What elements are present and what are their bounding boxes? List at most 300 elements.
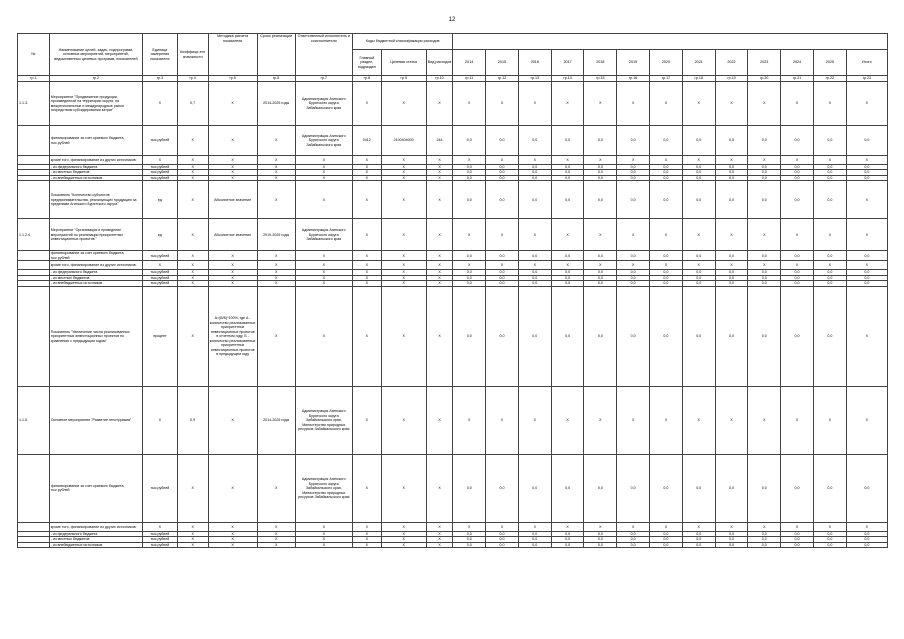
column-number: гр.1 bbox=[18, 76, 50, 82]
cell-year-value: 0,0 bbox=[650, 170, 683, 175]
column-number: гр.15 bbox=[584, 76, 617, 82]
cell-total: Х bbox=[846, 522, 887, 531]
cell-total: 0,0 bbox=[846, 454, 887, 522]
cell-name: - из внебюджетных источников bbox=[49, 281, 142, 286]
cell-method: Абсолютное значение bbox=[208, 181, 257, 219]
cell-c10: Х bbox=[426, 286, 453, 386]
cell-year-value: 0,0 bbox=[813, 181, 846, 219]
cell-resp: Х bbox=[295, 281, 352, 286]
cell-year-value: 0,0 bbox=[748, 181, 781, 219]
cell-year-value: 0,0 bbox=[813, 542, 846, 547]
cell-c8: Х bbox=[352, 219, 381, 251]
cell-terms: Х bbox=[257, 531, 295, 536]
cell-year-value: Х bbox=[486, 386, 519, 454]
cell-total: 0,0 bbox=[846, 281, 887, 286]
cell-c8: Х bbox=[352, 175, 381, 180]
cell-year-value: 0,0 bbox=[518, 281, 551, 286]
cell-year-value: 0,0 bbox=[715, 126, 748, 156]
header-year: 2015 bbox=[486, 50, 519, 76]
cell-resp: Администрация Агинского Бурятского округа Забайкальского края bbox=[295, 126, 352, 156]
cell-year-value: 0,0 bbox=[781, 181, 814, 219]
cell-c9: Х bbox=[381, 454, 426, 522]
cell-terms: Х bbox=[257, 181, 295, 219]
header-year: 2019 bbox=[617, 50, 650, 76]
cell-year-value: Х bbox=[813, 82, 846, 126]
cell-resp: Х bbox=[295, 165, 352, 170]
column-number: гр.5 bbox=[208, 76, 257, 82]
cell-terms: Х bbox=[257, 537, 295, 542]
cell-c10: Х bbox=[426, 261, 453, 270]
cell-year-value: Х bbox=[748, 261, 781, 270]
header-coef: Коэффици-ент значимости bbox=[177, 34, 208, 76]
cell-year-value: 0,0 bbox=[715, 275, 748, 280]
cell-unit: тыс.рублей bbox=[142, 454, 177, 522]
header-year: 2021 bbox=[682, 50, 715, 76]
cell-total: 0,0 bbox=[846, 275, 887, 280]
cell-total: Х bbox=[846, 286, 887, 386]
header-name: Наименование целей, задач, подпрограмм, основных мероприятий, мероприятий, ведомственных целевых программ, показателей bbox=[49, 34, 142, 76]
cell-year-value: 0,0 bbox=[584, 281, 617, 286]
cell-c8: Х bbox=[352, 251, 381, 261]
cell-coef: Х bbox=[177, 251, 208, 261]
cell-resp: Х bbox=[295, 286, 352, 386]
cell-c8: Х bbox=[352, 275, 381, 280]
cell-year-value: Х bbox=[650, 386, 683, 454]
cell-num bbox=[18, 522, 50, 531]
cell-year-value: 0,0 bbox=[682, 251, 715, 261]
cell-year-value: Х bbox=[748, 219, 781, 251]
header-year: 2018 bbox=[584, 50, 617, 76]
cell-c9: Х bbox=[381, 270, 426, 275]
table-row bbox=[18, 386, 888, 454]
cell-c10: Х bbox=[426, 170, 453, 175]
cell-year-value: 0,0 bbox=[518, 286, 551, 386]
cell-year-value: 0,0 bbox=[453, 165, 486, 170]
cell-year-value: 0,0 bbox=[518, 181, 551, 219]
cell-year-value: 0,0 bbox=[486, 251, 519, 261]
cell-year-value: 0,0 bbox=[781, 286, 814, 386]
cell-c8: Х bbox=[352, 156, 381, 165]
cell-year-value: 0,0 bbox=[813, 170, 846, 175]
column-number: гр.11 bbox=[453, 76, 486, 82]
column-number: гр.14 bbox=[551, 76, 584, 82]
cell-year-value: 0,0 bbox=[551, 181, 584, 219]
cell-year-value: 0,0 bbox=[453, 537, 486, 542]
cell-year-value: Х bbox=[715, 219, 748, 251]
header-year: 2023 bbox=[748, 50, 781, 76]
cell-year-value: 0,0 bbox=[715, 454, 748, 522]
cell-year-value: Х bbox=[551, 219, 584, 251]
cell-coef: Х bbox=[177, 454, 208, 522]
column-number: гр.21 bbox=[781, 76, 814, 82]
cell-resp: Х bbox=[295, 542, 352, 547]
cell-year-value: Х bbox=[486, 82, 519, 126]
cell-year-value: 0,0 bbox=[682, 175, 715, 180]
cell-coef: Х bbox=[177, 270, 208, 275]
column-number: гр.13 bbox=[518, 76, 551, 82]
cell-year-value: 0,0 bbox=[781, 251, 814, 261]
header-total: Итого bbox=[846, 50, 887, 76]
cell-year-value: 0,0 bbox=[453, 181, 486, 219]
cell-year-value: Х bbox=[584, 219, 617, 251]
cell-coef: Х bbox=[177, 219, 208, 251]
cell-name: - из федерального бюджета bbox=[49, 531, 142, 536]
cell-unit: тыс.рублей bbox=[142, 270, 177, 275]
cell-coef: Х bbox=[177, 175, 208, 180]
header-budget-codes: Коды бюджетной классификации расходов bbox=[352, 34, 452, 50]
cell-unit: процент bbox=[142, 286, 177, 386]
cell-year-value: 0,0 bbox=[781, 454, 814, 522]
cell-total: 0,0 bbox=[846, 175, 887, 180]
cell-year-value: 0,0 bbox=[551, 126, 584, 156]
cell-num bbox=[18, 286, 50, 386]
cell-year-value: Х bbox=[453, 82, 486, 126]
cell-terms: Х bbox=[257, 275, 295, 280]
cell-method: Х bbox=[208, 531, 257, 536]
cell-year-value: Х bbox=[715, 82, 748, 126]
cell-year-value: 0,0 bbox=[617, 181, 650, 219]
cell-year-value: 0,0 bbox=[781, 531, 814, 536]
cell-method: Х bbox=[208, 165, 257, 170]
cell-terms: Х bbox=[257, 542, 295, 547]
cell-year-value: 0,0 bbox=[781, 542, 814, 547]
cell-year-value: Х bbox=[518, 219, 551, 251]
cell-unit: Х bbox=[142, 386, 177, 454]
cell-year-value: 0,0 bbox=[551, 251, 584, 261]
cell-method: Х bbox=[208, 261, 257, 270]
cell-year-value: 0,0 bbox=[518, 126, 551, 156]
cell-unit: Х bbox=[142, 82, 177, 126]
column-number: гр.9 bbox=[381, 76, 426, 82]
cell-year-value: Х bbox=[781, 261, 814, 270]
cell-year-value: 0,0 bbox=[748, 170, 781, 175]
cell-year-value: 0,0 bbox=[453, 170, 486, 175]
cell-year-value: 0,0 bbox=[650, 542, 683, 547]
cell-c8: Х bbox=[352, 270, 381, 275]
cell-coef: Х bbox=[177, 126, 208, 156]
cell-unit: ед bbox=[142, 181, 177, 219]
column-number: гр.12 bbox=[486, 76, 519, 82]
cell-num: 1.1.5. bbox=[18, 386, 50, 454]
page-number: 12 bbox=[448, 17, 456, 23]
cell-total: 0,0 bbox=[846, 165, 887, 170]
cell-year-value: 0,0 bbox=[453, 286, 486, 386]
cell-year-value: 0,0 bbox=[748, 251, 781, 261]
cell-unit: тыс.рублей bbox=[142, 175, 177, 180]
cell-year-value: 0,0 bbox=[551, 275, 584, 280]
cell-unit: тыс.рублей bbox=[142, 251, 177, 261]
cell-year-value: 0,0 bbox=[781, 126, 814, 156]
cell-c9: Х bbox=[381, 261, 426, 270]
cell-coef: Х bbox=[177, 281, 208, 286]
column-number: гр.20 bbox=[748, 76, 781, 82]
cell-year-value: Х bbox=[650, 82, 683, 126]
cell-year-value: Х bbox=[682, 156, 715, 165]
cell-num bbox=[18, 126, 50, 156]
cell-year-value: 0,0 bbox=[715, 165, 748, 170]
cell-year-value: 0,0 bbox=[486, 126, 519, 156]
cell-year-value: Х bbox=[584, 386, 617, 454]
cell-num bbox=[18, 261, 50, 270]
cell-year-value: Х bbox=[584, 522, 617, 531]
header-terms: Сроки реализации bbox=[257, 34, 295, 76]
cell-year-value: Х bbox=[486, 156, 519, 165]
cell-year-value: Х bbox=[518, 522, 551, 531]
cell-c9: Х bbox=[381, 156, 426, 165]
cell-year-value: Х bbox=[813, 156, 846, 165]
cell-year-value: 0,0 bbox=[813, 286, 846, 386]
cell-coef: 0,9 bbox=[177, 386, 208, 454]
cell-year-value: 0,0 bbox=[551, 281, 584, 286]
cell-coef: Х bbox=[177, 531, 208, 536]
column-number: гр.7 bbox=[295, 76, 352, 82]
cell-year-value: 0,0 bbox=[781, 275, 814, 280]
column-number: гр.2 bbox=[49, 76, 142, 82]
cell-c9: Х bbox=[381, 281, 426, 286]
cell-year-value: 0,0 bbox=[551, 175, 584, 180]
cell-coef: Х bbox=[177, 165, 208, 170]
table-row bbox=[18, 251, 888, 261]
cell-resp: Администрация Агинского Бурятского округа Забайкальского края, Министерство природных ресурсов Забайкальского края bbox=[295, 386, 352, 454]
cell-name: Основное мероприятие "Развитие этнотуризма" bbox=[49, 386, 142, 454]
cell-method: Х bbox=[208, 170, 257, 175]
cell-year-value: 0,0 bbox=[650, 281, 683, 286]
cell-year-value: Х bbox=[617, 261, 650, 270]
table-row bbox=[18, 181, 888, 219]
cell-year-value: Х bbox=[486, 219, 519, 251]
cell-year-value: 0,0 bbox=[813, 275, 846, 280]
cell-year-value: 0,0 bbox=[682, 286, 715, 386]
cell-terms: Х bbox=[257, 170, 295, 175]
cell-method: Х bbox=[208, 281, 257, 286]
cell-c10: Х bbox=[426, 175, 453, 180]
cell-c8: Х bbox=[352, 261, 381, 270]
cell-c10: Х bbox=[426, 522, 453, 531]
cell-year-value: 0,0 bbox=[551, 542, 584, 547]
column-number: гр.17 bbox=[650, 76, 683, 82]
cell-year-value: Х bbox=[518, 156, 551, 165]
cell-year-value: 0,0 bbox=[748, 286, 781, 386]
cell-year-value: Х bbox=[551, 82, 584, 126]
cell-year-value: Х bbox=[617, 219, 650, 251]
cell-resp: Х bbox=[295, 522, 352, 531]
header-method: Методика расчета показателя bbox=[208, 34, 257, 76]
cell-name: кроме того, финансирование из других источников: bbox=[49, 522, 142, 531]
cell-c8: Х bbox=[352, 181, 381, 219]
cell-c9: Х bbox=[381, 219, 426, 251]
cell-num bbox=[18, 454, 50, 522]
header-year: 2016 bbox=[518, 50, 551, 76]
cell-year-value: 0,0 bbox=[518, 170, 551, 175]
header-unit: Единица измерения показателя bbox=[142, 34, 177, 76]
cell-year-value: 0,0 bbox=[486, 175, 519, 180]
cell-num bbox=[18, 542, 50, 547]
cell-year-value: 0,0 bbox=[617, 542, 650, 547]
cell-year-value: 0,0 bbox=[813, 270, 846, 275]
cell-c10: Х bbox=[426, 181, 453, 219]
cell-year-value: 0,0 bbox=[748, 126, 781, 156]
cell-c10: Х bbox=[426, 537, 453, 542]
cell-year-value: 0,0 bbox=[617, 165, 650, 170]
cell-terms: 2019-2025 годы bbox=[257, 219, 295, 251]
cell-total: 0,0 bbox=[846, 531, 887, 536]
table-row bbox=[18, 82, 888, 126]
cell-c9: Х bbox=[381, 286, 426, 386]
table-row bbox=[18, 156, 888, 165]
cell-name: финансирование за счет краевого бюджета, тыс.рублей bbox=[49, 126, 142, 156]
cell-terms: Х bbox=[257, 261, 295, 270]
cell-year-value: Х bbox=[781, 522, 814, 531]
cell-c8: Х bbox=[352, 281, 381, 286]
column-number: гр.8 bbox=[352, 76, 381, 82]
cell-year-value: 0,0 bbox=[486, 537, 519, 542]
cell-unit: тыс.рублей bbox=[142, 537, 177, 542]
table-row bbox=[18, 261, 888, 270]
cell-year-value: 0,0 bbox=[650, 251, 683, 261]
cell-year-value: 0,0 bbox=[682, 181, 715, 219]
cell-resp: Х bbox=[295, 156, 352, 165]
cell-c8: Х bbox=[352, 386, 381, 454]
cell-year-value: 0,0 bbox=[584, 175, 617, 180]
table-row bbox=[18, 542, 888, 547]
cell-year-value: 0,0 bbox=[453, 281, 486, 286]
cell-year-value: 0,0 bbox=[748, 537, 781, 542]
header-num: № bbox=[18, 34, 50, 76]
cell-year-value: 0,0 bbox=[682, 537, 715, 542]
cell-resp: Х bbox=[295, 175, 352, 180]
cell-num bbox=[18, 181, 50, 219]
cell-year-value: 0,0 bbox=[518, 175, 551, 180]
cell-year-value: 0,0 bbox=[584, 270, 617, 275]
cell-year-value: Х bbox=[650, 219, 683, 251]
cell-year-value: 0,0 bbox=[650, 165, 683, 170]
cell-year-value: Х bbox=[748, 82, 781, 126]
cell-year-value: 0,0 bbox=[715, 286, 748, 386]
cell-year-value: Х bbox=[453, 156, 486, 165]
cell-year-value: 0,0 bbox=[781, 175, 814, 180]
cell-c9: Х bbox=[381, 82, 426, 126]
header-year: 2020 bbox=[650, 50, 683, 76]
cell-year-value: Х bbox=[518, 261, 551, 270]
cell-year-value: 0,0 bbox=[551, 531, 584, 536]
cell-total: 0,0 bbox=[846, 126, 887, 156]
cell-year-value: 0,0 bbox=[617, 531, 650, 536]
cell-method: Х bbox=[208, 537, 257, 542]
cell-year-value: 0,0 bbox=[682, 542, 715, 547]
header-year: 2017 bbox=[551, 50, 584, 76]
cell-year-value: Х bbox=[813, 386, 846, 454]
cell-unit: тыс.рублей bbox=[142, 126, 177, 156]
cell-year-value: Х bbox=[781, 156, 814, 165]
cell-resp: Х bbox=[295, 251, 352, 261]
cell-year-value: Х bbox=[617, 522, 650, 531]
cell-resp: Х bbox=[295, 170, 352, 175]
cell-year-value: Х bbox=[453, 522, 486, 531]
cell-year-value: 0,0 bbox=[584, 454, 617, 522]
cell-year-value: 0,0 bbox=[715, 251, 748, 261]
cell-year-value: 0,0 bbox=[551, 165, 584, 170]
cell-year-value: 0,0 bbox=[748, 281, 781, 286]
cell-unit: тыс.рублей bbox=[142, 531, 177, 536]
cell-terms: 2014-2025 годы bbox=[257, 386, 295, 454]
cell-year-value: 0,0 bbox=[650, 126, 683, 156]
cell-resp: Администрация Агинского Бурятского округа Забайкальского края, Министерство природных ресурсов Забайкальского края bbox=[295, 454, 352, 522]
cell-terms: Х bbox=[257, 175, 295, 180]
cell-c8: Х bbox=[352, 531, 381, 536]
cell-year-value: 0,0 bbox=[781, 270, 814, 275]
header-year: 2025 bbox=[813, 50, 846, 76]
table-row bbox=[18, 126, 888, 156]
cell-name: Показатель "Количество субъектов предпринимательства, реализующих продукцию за пределами Агинского Бурятского округа" bbox=[49, 181, 142, 219]
cell-name: - из федерального бюджета bbox=[49, 165, 142, 170]
cell-year-value: Х bbox=[551, 261, 584, 270]
cell-c9: Х bbox=[381, 531, 426, 536]
cell-year-value: 0,0 bbox=[617, 170, 650, 175]
cell-year-value: 0,0 bbox=[748, 454, 781, 522]
cell-year-value: 0,0 bbox=[682, 275, 715, 280]
cell-year-value: Х bbox=[813, 219, 846, 251]
cell-c10: Х bbox=[426, 386, 453, 454]
cell-method: Х bbox=[208, 82, 257, 126]
cell-year-value: Х bbox=[584, 82, 617, 126]
cell-coef: Х bbox=[177, 537, 208, 542]
cell-resp: Х bbox=[295, 181, 352, 219]
cell-resp: Х bbox=[295, 531, 352, 536]
column-number: гр.10 bbox=[426, 76, 453, 82]
cell-terms: Х bbox=[257, 281, 295, 286]
column-number: гр.18 bbox=[682, 76, 715, 82]
cell-c8: Х bbox=[352, 542, 381, 547]
cell-c10: 244 bbox=[426, 126, 453, 156]
cell-name: - из внебюджетных источников bbox=[49, 542, 142, 547]
cell-num: 1.1.2.4. bbox=[18, 219, 50, 251]
cell-year-value: 0,0 bbox=[715, 542, 748, 547]
cell-num bbox=[18, 156, 50, 165]
cell-name: - из внебюджетных источников bbox=[49, 175, 142, 180]
column-number: гр.6 bbox=[257, 76, 295, 82]
cell-terms: Х bbox=[257, 270, 295, 275]
cell-year-value: Х bbox=[486, 261, 519, 270]
cell-year-value: 0,0 bbox=[584, 542, 617, 547]
cell-terms: Х bbox=[257, 165, 295, 170]
cell-year-value: Х bbox=[650, 522, 683, 531]
cell-c8: Х bbox=[352, 82, 381, 126]
cell-c9: Х bbox=[381, 542, 426, 547]
cell-year-value: 0,0 bbox=[584, 275, 617, 280]
cell-year-value: 0,0 bbox=[813, 454, 846, 522]
cell-year-value: Х bbox=[748, 522, 781, 531]
table-row bbox=[18, 454, 888, 522]
cell-year-value: 0,0 bbox=[617, 270, 650, 275]
cell-terms: Х bbox=[257, 286, 295, 386]
cell-year-value: 0,0 bbox=[617, 286, 650, 386]
cell-method: А=(В/Б)*100%, где А - количество реализованных приоритетных инвестиционных проектов в отчетном году, Б - количество реализованных приоритетных инвестиционных проектов в предыдущем году bbox=[208, 286, 257, 386]
cell-c10: Х bbox=[426, 454, 453, 522]
cell-year-value: Х bbox=[584, 261, 617, 270]
cell-coef: Х bbox=[177, 286, 208, 386]
cell-year-value: 0,0 bbox=[715, 537, 748, 542]
cell-c9: Х bbox=[381, 386, 426, 454]
table-body bbox=[18, 82, 888, 548]
cell-resp: Администрация Агинского Бурятского округа Забайкальского края bbox=[295, 82, 352, 126]
cell-year-value: 0,0 bbox=[682, 165, 715, 170]
cell-year-value: Х bbox=[682, 261, 715, 270]
cell-total: 0,0 bbox=[846, 270, 887, 275]
cell-c9: Х bbox=[381, 181, 426, 219]
cell-year-value: 0,0 bbox=[453, 542, 486, 547]
cell-year-value: 0,0 bbox=[650, 275, 683, 280]
cell-total: 0,0 bbox=[846, 542, 887, 547]
